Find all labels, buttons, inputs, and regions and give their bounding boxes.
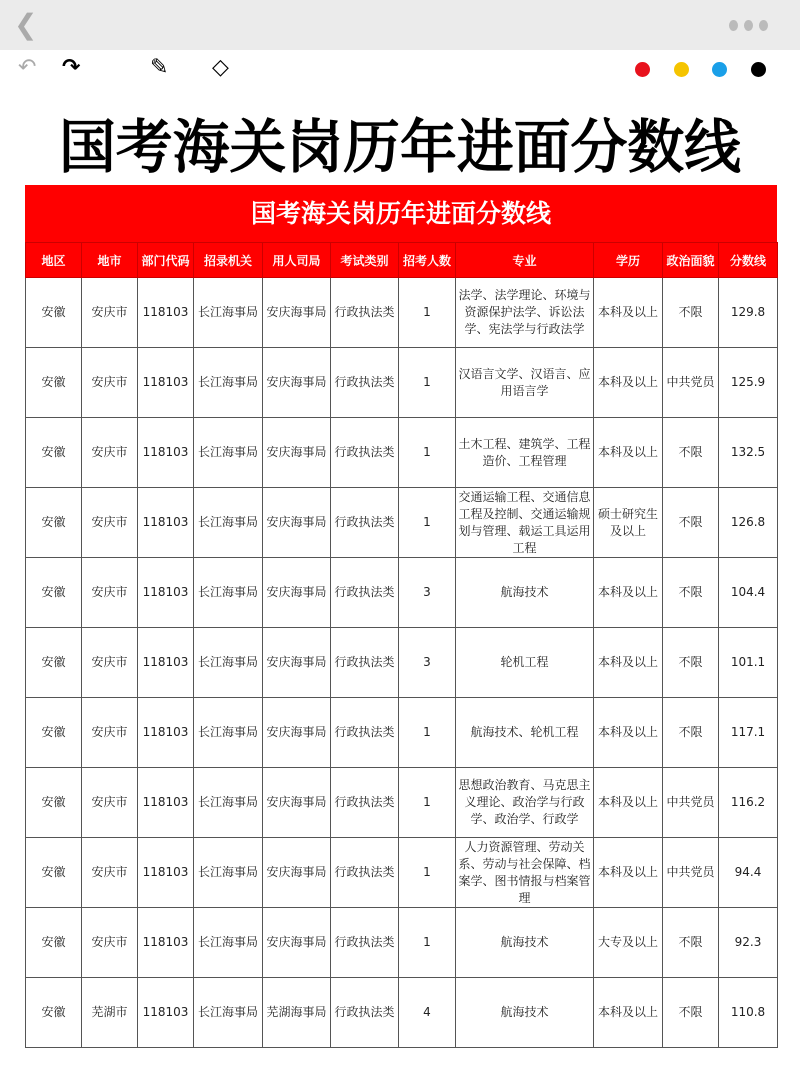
column-header: 用人司局 [263,243,331,278]
score-table [25,185,777,1048]
table-cell: 本科及以上 [594,978,663,1048]
eraser-icon[interactable]: ◇ [212,55,229,80]
table-cell: 长江海事局 [194,418,263,488]
table-cell: 芜湖市 [82,978,138,1048]
table-cell: 长江海事局 [194,978,263,1048]
table-row [26,978,778,1048]
table-row [26,628,778,698]
table-cell: 长江海事局 [194,768,263,838]
color-red-swatch[interactable] [635,62,650,77]
table-row [26,908,778,978]
table-row [26,698,778,768]
table-cell: 中共党员 [663,348,719,418]
table-cell: 行政执法类 [331,768,399,838]
table-cell: 航海技术、轮机工程 [456,698,594,768]
table-cell: 本科及以上 [594,348,663,418]
table-cell: 不限 [663,698,719,768]
table-cell: 安徽 [26,278,82,348]
table-cell: 本科及以上 [594,558,663,628]
color-black-swatch[interactable] [751,62,766,77]
table-cell: 125.9 [719,348,778,418]
table-cell: 中共党员 [663,838,719,908]
table-cell: 硕士研究生及以上 [594,488,663,558]
table-cell: 本科及以上 [594,278,663,348]
table-row [26,838,778,908]
table-row [26,488,778,558]
table-cell: 安庆海事局 [263,488,331,558]
table-cell: 4 [399,978,456,1048]
table-cell: 不限 [663,278,719,348]
table-cell: 1 [399,348,456,418]
table-cell: 安庆市 [82,418,138,488]
more-options-icon[interactable] [729,20,768,31]
table-cell: 安庆市 [82,838,138,908]
table-cell: 本科及以上 [594,698,663,768]
table-cell: 行政执法类 [331,698,399,768]
table-cell: 行政执法类 [331,278,399,348]
column-header: 政治面貌 [663,243,719,278]
table-cell: 汉语言文学、汉语言、应用语言学 [456,348,594,418]
table-cell: 长江海事局 [194,278,263,348]
back-chevron-icon[interactable]: ❮ [14,8,38,41]
table-row [26,348,778,418]
table-cell: 安庆海事局 [263,698,331,768]
table-cell: 1 [399,698,456,768]
table-cell: 长江海事局 [194,838,263,908]
table-cell: 安庆海事局 [263,418,331,488]
table-cell: 本科及以上 [594,628,663,698]
table-cell: 92.3 [719,908,778,978]
column-header: 专业 [456,243,594,278]
table-cell: 不限 [663,488,719,558]
table-cell: 安徽 [26,908,82,978]
table-cell: 110.8 [719,978,778,1048]
column-header: 招录机关 [194,243,263,278]
table-cell: 航海技术 [456,908,594,978]
table-title: 国考海关岗历年进面分数线 [25,185,777,242]
table-cell: 不限 [663,628,719,698]
table-cell: 1 [399,488,456,558]
table-header-row [26,243,778,278]
table-cell: 安徽 [26,628,82,698]
table-cell: 行政执法类 [331,628,399,698]
table-cell: 安徽 [26,768,82,838]
table-cell: 行政执法类 [331,558,399,628]
table-cell: 118103 [138,698,194,768]
table-cell: 行政执法类 [331,978,399,1048]
table-cell: 118103 [138,488,194,558]
table-cell: 3 [399,558,456,628]
table-cell: 116.2 [719,768,778,838]
table-cell: 安庆海事局 [263,768,331,838]
table-cell: 94.4 [719,838,778,908]
table-cell: 118103 [138,558,194,628]
table-cell: 本科及以上 [594,838,663,908]
table-cell: 行政执法类 [331,488,399,558]
table-cell: 安庆海事局 [263,348,331,418]
table-cell: 安徽 [26,698,82,768]
table-cell: 行政执法类 [331,418,399,488]
table-cell: 1 [399,768,456,838]
redo-icon[interactable]: ↷ [62,55,81,80]
column-header: 考试类别 [331,243,399,278]
table-cell: 不限 [663,978,719,1048]
undo-icon[interactable]: ↶ [18,55,37,80]
pencil-icon[interactable]: ✎ [150,55,169,80]
table-cell: 118103 [138,768,194,838]
table-row [26,558,778,628]
table-cell: 思想政治教育、马克思主义理论、政治学与行政学、政治学、行政学 [456,768,594,838]
table-cell: 117.1 [719,698,778,768]
table-cell: 安庆海事局 [263,628,331,698]
table-cell: 安庆市 [82,908,138,978]
table-cell: 法学、法学理论、环境与资源保护法学、诉讼法学、宪法学与行政法学 [456,278,594,348]
column-header: 学历 [594,243,663,278]
table-cell: 安庆市 [82,628,138,698]
table-cell: 安徽 [26,348,82,418]
table-cell: 安庆海事局 [263,558,331,628]
table-cell: 安庆海事局 [263,838,331,908]
table-cell: 航海技术 [456,558,594,628]
table-cell: 安庆市 [82,488,138,558]
table-cell: 土木工程、建筑学、工程造价、工程管理 [456,418,594,488]
table-cell: 安徽 [26,488,82,558]
color-yellow-swatch[interactable] [674,62,689,77]
table-cell: 安庆市 [82,698,138,768]
table-cell: 不限 [663,908,719,978]
table-cell: 安徽 [26,418,82,488]
table-cell: 118103 [138,908,194,978]
table-cell: 长江海事局 [194,628,263,698]
table-cell: 长江海事局 [194,348,263,418]
table-cell: 1 [399,908,456,978]
table-cell: 交通运输工程、交通信息工程及控制、交通运输规划与管理、载运工具运用工程 [456,488,594,558]
table-cell: 132.5 [719,418,778,488]
table-cell: 118103 [138,418,194,488]
top-bar [0,0,800,50]
table-cell: 118103 [138,628,194,698]
page-title: 国考海关岗历年进面分数线 [58,113,742,181]
table-cell: 118103 [138,838,194,908]
table-cell: 人力资源管理、劳动关系、劳动与社会保障、档案学、图书情报与档案管理 [456,838,594,908]
table-cell: 安庆海事局 [263,908,331,978]
table-cell: 芜湖海事局 [263,978,331,1048]
table-cell: 1 [399,278,456,348]
table-cell: 长江海事局 [194,698,263,768]
table-cell: 长江海事局 [194,558,263,628]
table-cell: 104.4 [719,558,778,628]
table-cell: 行政执法类 [331,348,399,418]
table-cell: 118103 [138,278,194,348]
table-cell: 1 [399,838,456,908]
table-cell: 不限 [663,418,719,488]
table-cell: 101.1 [719,628,778,698]
table-cell: 长江海事局 [194,488,263,558]
table-cell: 大专及以上 [594,908,663,978]
table-cell: 行政执法类 [331,908,399,978]
table-cell: 安徽 [26,838,82,908]
column-header: 部门代码 [138,243,194,278]
table-cell: 安庆市 [82,348,138,418]
table-cell: 本科及以上 [594,418,663,488]
table-cell: 行政执法类 [331,838,399,908]
color-blue-swatch[interactable] [712,62,727,77]
column-header: 地市 [82,243,138,278]
table-cell: 安徽 [26,978,82,1048]
table-cell: 本科及以上 [594,768,663,838]
table-cell: 轮机工程 [456,628,594,698]
table-cell: 航海技术 [456,978,594,1048]
table-cell: 安庆市 [82,768,138,838]
table-cell: 安庆市 [82,278,138,348]
table-cell: 长江海事局 [194,908,263,978]
table-cell: 1 [399,418,456,488]
table-cell: 中共党员 [663,768,719,838]
table-row [26,418,778,488]
table-cell: 118103 [138,348,194,418]
table-row [26,768,778,838]
column-header: 招考人数 [399,243,456,278]
table-row [26,278,778,348]
table-cell: 129.8 [719,278,778,348]
table-cell: 安庆海事局 [263,278,331,348]
table-cell: 安庆市 [82,558,138,628]
column-header: 地区 [26,243,82,278]
table-cell: 安徽 [26,558,82,628]
table-cell: 不限 [663,558,719,628]
table-cell: 126.8 [719,488,778,558]
column-header: 分数线 [719,243,778,278]
table-cell: 3 [399,628,456,698]
table-cell: 118103 [138,978,194,1048]
